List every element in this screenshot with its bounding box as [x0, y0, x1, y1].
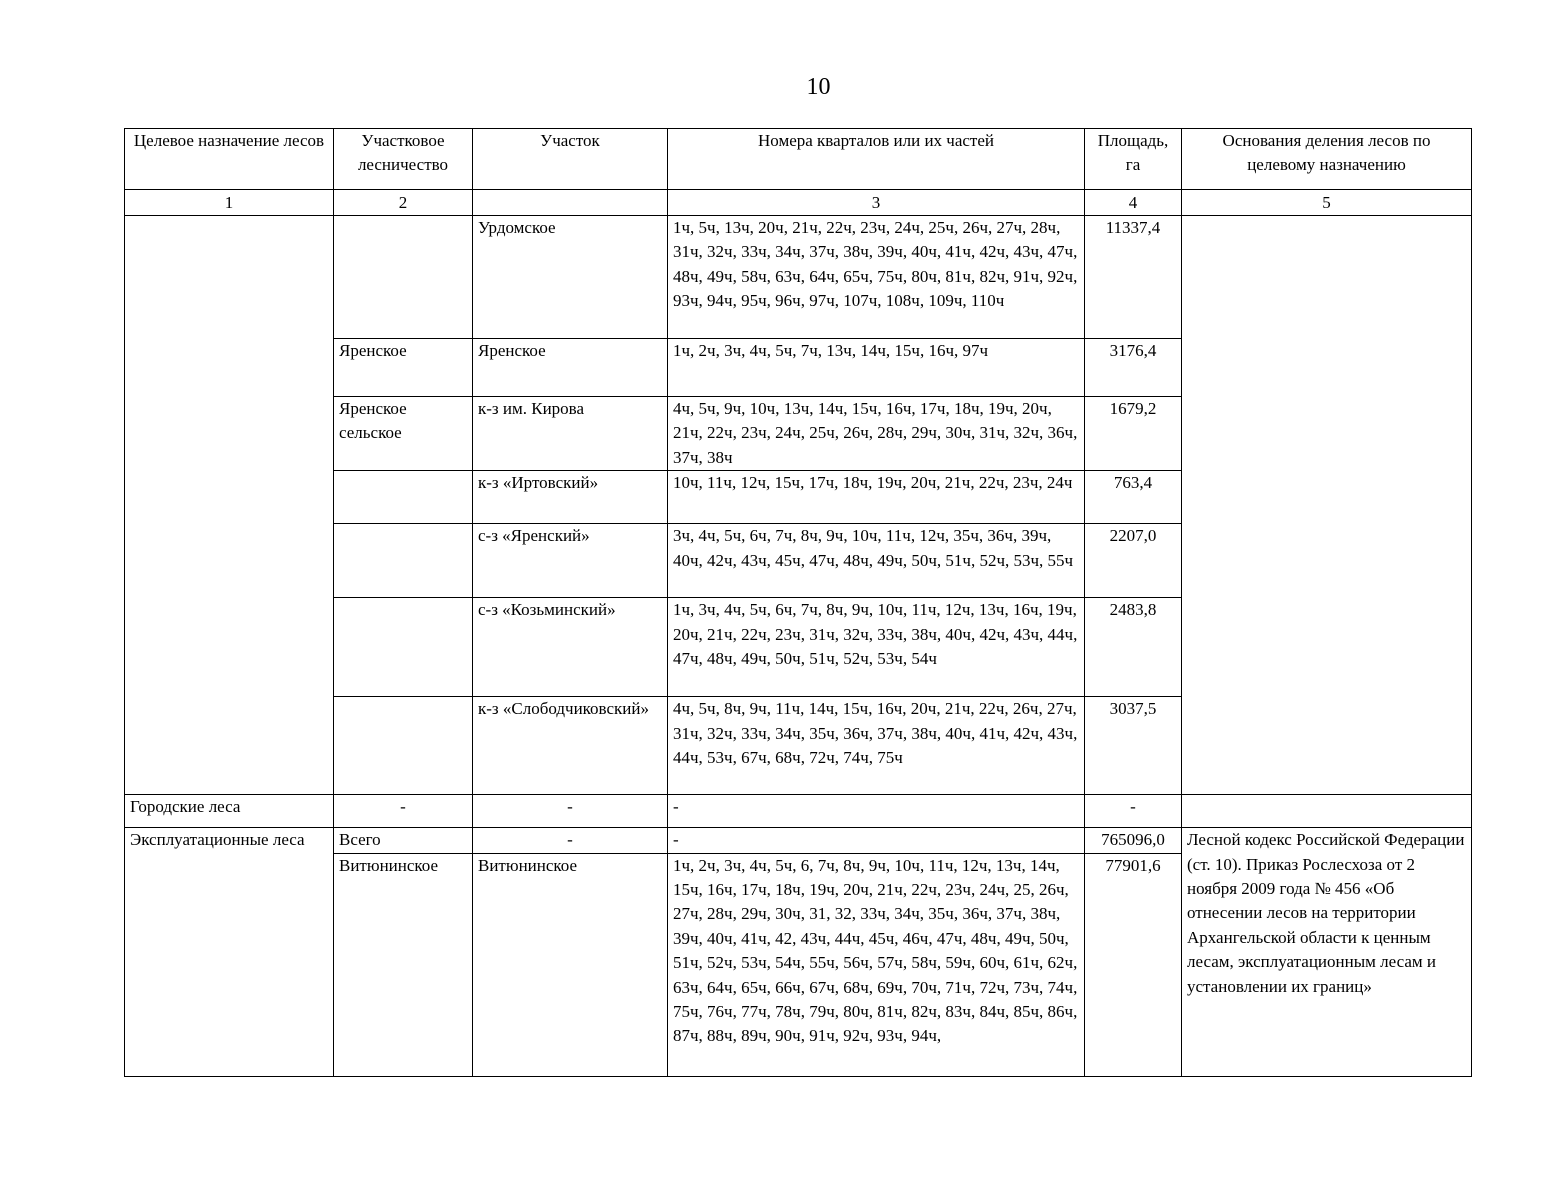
quarters-cell: 3ч, 4ч, 5ч, 6ч, 7ч, 8ч, 9ч, 10ч, 11ч, 12ч, 35ч, 36ч, 39ч, 40ч, 42ч, 43ч, 45ч, 47ч, 48ч, 49ч, 50ч, 51ч, 52ч, 53ч, 55ч	[668, 524, 1085, 598]
district-cell: -	[334, 795, 473, 828]
header-area: Площадь, га	[1085, 129, 1182, 190]
column-number	[473, 190, 668, 216]
grounds-cell: Лесной кодекс Российской Федерации (ст. 10). Приказ Рослесхоза от 2 ноября 2009 года № 456 «Об отнесении лесов на территории Архангельской области к ценным лесам, эксплуатационным лесам и установлении их границ»	[1182, 828, 1472, 1076]
column-number: 2	[334, 190, 473, 216]
quarters-cell: -	[668, 795, 1085, 828]
header-purpose: Целевое назначение лесов	[125, 129, 334, 190]
grounds-cell-empty	[1182, 795, 1472, 828]
district-cell: Яренское сельское	[334, 397, 473, 471]
section-cell: Витюнинское	[473, 853, 668, 1076]
table-header-row	[125, 129, 1472, 190]
district-cell: Яренское	[334, 339, 473, 397]
table-row	[125, 795, 1472, 828]
section-cell: Яренское	[473, 339, 668, 397]
district-cell: Всего	[334, 828, 473, 853]
area-cell: 763,4	[1085, 471, 1182, 524]
district-cell: Витюнинское	[334, 853, 473, 1076]
forest-division-table	[124, 128, 1472, 1077]
purpose-cell-empty	[125, 216, 334, 795]
header-district-forestry: Участковое лесничество	[334, 129, 473, 190]
district-cell-empty	[334, 216, 473, 339]
quarters-cell: 1ч, 5ч, 13ч, 20ч, 21ч, 22ч, 23ч, 24ч, 25ч, 26ч, 27ч, 28ч, 31ч, 32ч, 33ч, 34ч, 37ч, 38ч, 39ч, 40ч, 41ч, 42ч, 43ч, 47ч, 48ч, 49ч, 58ч, 63ч, 64ч, 65ч, 75ч, 80ч, 81ч, 82ч, 91ч, 92ч, 93ч, 94ч, 95ч, 96ч, 97ч, 107ч, 108ч, 109ч, 110ч	[668, 216, 1085, 339]
quarters-cell: 1ч, 2ч, 3ч, 4ч, 5ч, 6, 7ч, 8ч, 9ч, 10ч, 11ч, 12ч, 13ч, 14ч, 15ч, 16ч, 17ч, 18ч, 19ч, 20ч, 21ч, 22ч, 23ч, 24ч, 25, 26ч, 27ч, 28ч, 29ч, 30ч, 31, 32, 33ч, 34ч, 35ч, 36ч, 37ч, 38ч, 39ч, 40ч, 41ч, 42, 43ч, 44ч, 45ч, 46ч, 47ч, 48ч, 49ч, 50ч, 51ч, 52ч, 53ч, 54ч, 55ч, 56ч, 57ч, 58ч, 59ч, 60ч, 61ч, 62ч, 63ч, 64ч, 65ч, 66ч, 67ч, 68ч, 69ч, 70ч, 71ч, 72ч, 73ч, 74ч, 75ч, 76ч, 77ч, 78ч, 79ч, 80ч, 81ч, 82ч, 83ч, 84ч, 85ч, 86ч, 87ч, 88ч, 89ч, 90ч, 91ч, 92ч, 93ч, 94ч,	[668, 853, 1085, 1076]
area-cell: 1679,2	[1085, 397, 1182, 471]
area-cell: 3037,5	[1085, 697, 1182, 795]
purpose-cell: Эксплуатационные леса	[125, 828, 334, 1076]
area-cell: 765096,0	[1085, 828, 1182, 853]
header-quarters: Номера кварталов или их частей	[668, 129, 1085, 190]
quarters-cell: 1ч, 3ч, 4ч, 5ч, 6ч, 7ч, 8ч, 9ч, 10ч, 11ч, 12ч, 13ч, 16ч, 19ч, 20ч, 21ч, 22ч, 23ч, 31ч, 32ч, 33ч, 38ч, 40ч, 42ч, 43ч, 44ч, 47ч, 48ч, 49ч, 50ч, 51ч, 52ч, 53ч, 54ч	[668, 598, 1085, 697]
section-cell: к-з им. Кирова	[473, 397, 668, 471]
column-number-row	[125, 190, 1472, 216]
area-cell: 2207,0	[1085, 524, 1182, 598]
district-cell-empty	[334, 524, 473, 598]
table-row	[125, 216, 1472, 339]
section-cell: -	[473, 828, 668, 853]
quarters-cell: -	[668, 828, 1085, 853]
section-cell: -	[473, 795, 668, 828]
quarters-cell: 10ч, 11ч, 12ч, 15ч, 17ч, 18ч, 19ч, 20ч, 21ч, 22ч, 23ч, 24ч	[668, 471, 1085, 524]
district-cell-empty	[334, 598, 473, 697]
area-cell: 77901,6	[1085, 853, 1182, 1076]
district-cell-empty	[334, 471, 473, 524]
column-number: 5	[1182, 190, 1472, 216]
area-cell: 2483,8	[1085, 598, 1182, 697]
quarters-cell: 1ч, 2ч, 3ч, 4ч, 5ч, 7ч, 13ч, 14ч, 15ч, 16ч, 97ч	[668, 339, 1085, 397]
column-number: 3	[668, 190, 1085, 216]
quarters-cell: 4ч, 5ч, 9ч, 10ч, 13ч, 14ч, 15ч, 16ч, 17ч, 18ч, 19ч, 20ч, 21ч, 22ч, 23ч, 24ч, 25ч, 26ч, 28ч, 29ч, 30ч, 31ч, 32ч, 36ч, 37ч, 38ч	[668, 397, 1085, 471]
section-cell: к-з «Иртовский»	[473, 471, 668, 524]
header-grounds: Основания деления лесов по целевому назначению	[1182, 129, 1472, 190]
page-number: 10	[806, 74, 831, 100]
column-number: 1	[125, 190, 334, 216]
area-cell: -	[1085, 795, 1182, 828]
area-cell: 3176,4	[1085, 339, 1182, 397]
column-number: 4	[1085, 190, 1182, 216]
section-cell: к-з «Слободчиковский»	[473, 697, 668, 795]
grounds-cell-empty	[1182, 216, 1472, 795]
district-cell-empty	[334, 697, 473, 795]
header-section: Участок	[473, 129, 668, 190]
area-cell: 11337,4	[1085, 216, 1182, 339]
table-row	[125, 828, 1472, 853]
section-cell: Урдомское	[473, 216, 668, 339]
section-cell: с-з «Козьминский»	[473, 598, 668, 697]
purpose-cell: Городские леса	[125, 795, 334, 828]
section-cell: с-з «Яренский»	[473, 524, 668, 598]
quarters-cell: 4ч, 5ч, 8ч, 9ч, 11ч, 14ч, 15ч, 16ч, 20ч, 21ч, 22ч, 26ч, 27ч, 31ч, 32ч, 33ч, 34ч, 35ч, 36ч, 37ч, 38ч, 40ч, 41ч, 42ч, 43ч, 44ч, 53ч, 67ч, 68ч, 72ч, 74ч, 75ч	[668, 697, 1085, 795]
